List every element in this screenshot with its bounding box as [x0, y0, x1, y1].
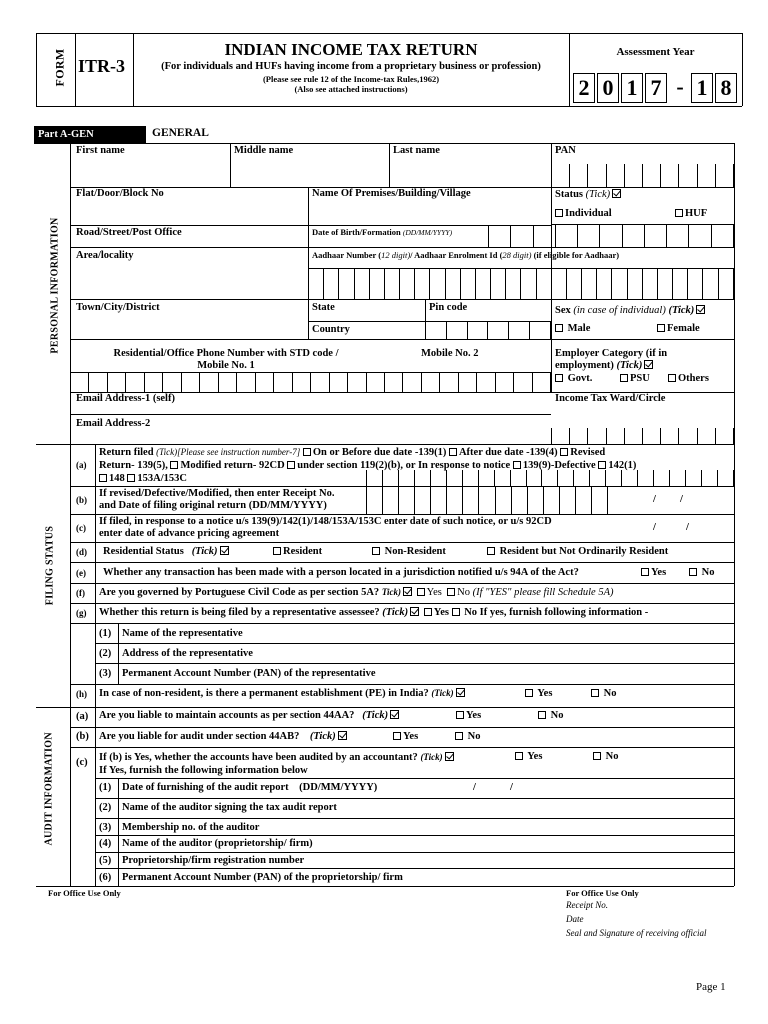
section-44aa-label: Are you liable to maintain accounts as per section 44AA?: [99, 710, 355, 721]
checkbox-icon[interactable]: [598, 461, 606, 469]
assessment-year-label: Assessment Year: [616, 46, 695, 58]
sub-num: (2): [99, 648, 112, 659]
office-use-left: For Office Use Only: [48, 888, 121, 898]
representative-no-label: No If yes, furnish following information -: [464, 607, 649, 618]
personal-information-label: PERSONAL INFORMATION: [49, 217, 61, 354]
auditor-firm-label: Name of the auditor (proprietorship/ firm): [122, 838, 313, 849]
dob-field[interactable]: [488, 225, 734, 247]
sub-num: (4): [99, 838, 112, 849]
yes-option[interactable]: [515, 751, 542, 762]
year-digit: 8: [715, 73, 737, 103]
checkbox-icon[interactable]: [657, 324, 665, 332]
row-letter: (c): [76, 757, 88, 768]
year-digit: 2: [573, 73, 595, 103]
no-option[interactable]: [591, 688, 616, 699]
yes-label: Yes: [466, 710, 482, 721]
modified-option: Modified return- 92CD: [180, 460, 285, 471]
due-date-option: On or Before due date -139(1): [312, 447, 447, 458]
firm-registration-label: Proprietorship/firm registration number: [122, 855, 305, 866]
sub-num: (1): [99, 628, 112, 639]
sex-tick-note: (Tick): [668, 305, 695, 316]
tick-icon: [696, 305, 705, 314]
tick-icon: [612, 189, 621, 198]
yes-label: Yes: [651, 567, 667, 578]
representative-name-label: Name of the representative: [122, 628, 243, 639]
employer-label-2: employment): [555, 360, 614, 371]
psu-option[interactable]: [620, 373, 650, 384]
rnor-label: Resident but Not Ordinarily Resident: [499, 546, 669, 557]
male-option[interactable]: [555, 323, 590, 334]
status-tick-note: (Tick): [585, 189, 611, 200]
date-slash: /: [653, 494, 656, 505]
aadhaar-28: 28 digit): [502, 250, 532, 260]
area-label: Area/locality: [76, 250, 134, 261]
year-digit: 0: [597, 73, 619, 103]
revised-section: Return- 139(5),: [99, 460, 168, 471]
no-label: No: [701, 567, 715, 578]
audit-a-tick-note: (Tick): [362, 710, 389, 721]
dob-label: Date of Birth/Formation: [312, 227, 401, 237]
tick-icon: [445, 752, 454, 761]
no-label: No: [550, 710, 564, 721]
checkbox-icon[interactable]: [287, 461, 295, 469]
yes-label: Yes: [527, 751, 543, 762]
checkbox-icon[interactable]: [668, 374, 676, 382]
middle-name-label: Middle name: [234, 145, 294, 156]
pe-tick-note: (Tick): [431, 688, 454, 698]
individual-option[interactable]: [555, 208, 612, 219]
huf-option[interactable]: [675, 208, 707, 219]
phone-label-2: Mobile No. 1: [197, 360, 255, 371]
dob-format: (DD/MM/YYYY): [402, 228, 453, 237]
rnor-option[interactable]: [487, 546, 668, 557]
checkbox-icon[interactable]: [641, 568, 649, 576]
checkbox-icon[interactable]: [273, 547, 281, 555]
receipt-no-label: Receipt No.: [566, 900, 608, 910]
aadhaar-enrol: / Aadhaar Enrolment Id (: [410, 250, 503, 260]
after-due-option: After due date -139(4): [458, 447, 558, 458]
form-code: ITR-3: [78, 56, 126, 76]
checkbox-icon[interactable]: [372, 547, 380, 555]
no-label: No: [457, 587, 470, 598]
audited-label: If (b) is Yes, whether the accounts have been audited by an accountant?: [99, 752, 418, 763]
defective-option: 139(9)-Defective: [522, 460, 596, 471]
membership-label: Membership no. of the auditor: [122, 822, 260, 833]
section-119-option: under section 119(2)(b), or In response to notice: [297, 460, 511, 471]
first-name-label: First name: [76, 145, 125, 156]
date-label: Date: [566, 914, 584, 924]
representative-label: Whether this return is being filed by a representative assessee?: [99, 607, 380, 618]
checkbox-icon[interactable]: [515, 752, 523, 760]
checkbox-icon[interactable]: [555, 209, 563, 217]
portuguese-label: Are you governed by Portuguese Civil Code as per section 5A?: [99, 587, 380, 598]
female-label: Female: [667, 323, 700, 334]
tick-icon: [220, 546, 229, 555]
male-label: Male: [567, 323, 591, 334]
yes-label: Yes: [403, 731, 419, 742]
rule-note: (Please see rule 12 of the Income-tax Rules,1962): [262, 74, 440, 84]
notice-142-option: 142(1): [608, 460, 637, 471]
receipt-label: If revised/Defective/Modified, then enter Receipt No.: [99, 488, 335, 499]
page-number: Page 1: [696, 981, 726, 993]
filing-status-label: FILING STATUS: [44, 525, 56, 606]
representative-pan-label: Permanent Account Number (PAN) of the representative: [122, 668, 376, 679]
section-44ab-label: Are you liable for audit under section 44AB?: [99, 731, 300, 742]
resident-label: Resident: [283, 546, 323, 557]
checkbox-icon[interactable]: [675, 209, 683, 217]
row-letter: (e): [76, 568, 86, 578]
no-option[interactable]: [538, 710, 563, 721]
checkbox-icon[interactable]: [555, 324, 563, 332]
email1-label: Email Address-1 (self): [76, 393, 175, 404]
checkbox-icon[interactable]: [170, 461, 178, 469]
row-letter: (f): [76, 588, 85, 598]
aadhaar-field[interactable]: [308, 268, 734, 299]
premises-label: Name Of Premises/Building/Village: [312, 188, 471, 199]
no-label: No: [467, 731, 481, 742]
female-option[interactable]: [657, 323, 700, 334]
checkbox-icon[interactable]: [127, 474, 135, 482]
others-option[interactable]: [668, 373, 709, 384]
checkbox-icon[interactable]: [417, 588, 425, 596]
checkbox-icon[interactable]: [456, 711, 464, 719]
ward-field[interactable]: [551, 428, 734, 444]
return-filed-note: (Tick)[Please see instruction number-7]: [156, 447, 301, 457]
date-slash: /: [686, 522, 689, 533]
phone-field[interactable]: [70, 372, 551, 392]
audit-b-tick-note: (Tick): [309, 731, 336, 742]
checkbox-icon[interactable]: [513, 461, 521, 469]
sub-num: (1): [99, 782, 112, 793]
yes-label: Yes: [537, 688, 553, 699]
year-digit: 1: [691, 73, 713, 103]
row-letter: (c): [76, 523, 86, 533]
yes-label: Yes: [433, 607, 449, 618]
individual-label: Individual: [565, 208, 612, 219]
checkbox-icon[interactable]: [303, 448, 311, 456]
checkbox-icon[interactable]: [525, 689, 533, 697]
notice-date-label: If filed, in response to a notice u/s 139(9)/142(1)/148/153A/153C enter date of such notice, or u/s 92CD: [99, 516, 552, 527]
phone-label-1: Residential/Office Phone Number with STD code /: [113, 348, 339, 359]
no-label: No: [605, 751, 619, 762]
tick-icon: [390, 710, 399, 719]
year-digit: 7: [645, 73, 667, 103]
row-letter: (b): [76, 731, 89, 742]
row-letter: (d): [76, 547, 87, 557]
aadhaar-eligible: (if eligible for Aadhaar): [531, 250, 620, 260]
no-label: No: [603, 688, 617, 699]
others-label: Others: [678, 373, 709, 384]
no-option[interactable]: [593, 751, 618, 762]
pe-label: In case of non-resident, is there a permanent establishment (PE) in India?: [99, 688, 429, 699]
notice-148-option: 148: [109, 473, 125, 484]
apa-label: enter date of advance pricing agreement: [99, 528, 280, 539]
tick-icon: [403, 587, 412, 596]
pan-label: PAN: [555, 145, 576, 156]
yes-option[interactable]: [641, 567, 666, 578]
office-use-right: For Office Use Only: [566, 888, 639, 898]
mobile2-label: Mobile No. 2: [421, 348, 479, 359]
tick-icon: [410, 607, 419, 616]
checkbox-icon[interactable]: [452, 608, 460, 616]
firm-pan-label: Permanent Account Number (PAN) of the proprietorship/ firm: [122, 872, 403, 883]
checkbox-icon[interactable]: [591, 689, 599, 697]
date-slash: /: [680, 494, 683, 505]
page-title: INDIAN INCOME TAX RETURN: [224, 40, 478, 59]
portuguese-tick-note: Tick): [381, 587, 401, 597]
sub-num: (6): [99, 872, 112, 883]
tick-icon: [456, 688, 465, 697]
sub-num: (2): [99, 802, 112, 813]
checkbox-icon[interactable]: [487, 547, 495, 555]
govt-label: Govt.: [567, 373, 593, 384]
audit-c-tick-note: (Tick): [420, 752, 443, 762]
employer-label: Employer Category (if in: [555, 348, 668, 359]
part-label: Part A-GEN: [34, 126, 146, 144]
row-letter: (g): [76, 608, 87, 618]
flat-label: Flat/Door/Block No: [76, 188, 164, 199]
year-dash: -: [676, 74, 684, 99]
state-label: State: [312, 302, 335, 313]
checkbox-icon[interactable]: [560, 448, 568, 456]
checkbox-icon[interactable]: [538, 711, 546, 719]
instructions-note: (Also see attached instructions): [294, 84, 408, 94]
checkbox-icon[interactable]: [555, 374, 563, 382]
part-title: GENERAL: [152, 127, 209, 139]
country-label: Country: [312, 324, 350, 335]
form-label: FORM: [52, 48, 67, 87]
no-option[interactable]: [455, 731, 480, 742]
pin-field[interactable]: [425, 321, 551, 339]
auditor-name-label: Name of the auditor signing the tax audit report: [122, 802, 337, 813]
date-slash: /: [653, 522, 656, 533]
employer-tick-note: (Tick): [616, 360, 643, 371]
representative-address-label: Address of the representative: [122, 648, 253, 659]
row-letter: (b): [76, 495, 87, 505]
checkbox-icon[interactable]: [455, 732, 463, 740]
email2-label: Email Address-2: [76, 418, 151, 429]
seal-label: Seal and Signature of receiving official: [566, 928, 707, 938]
row-letter: (h): [76, 689, 87, 699]
sex-note: (in case of individual): [573, 305, 666, 316]
sub-num: (5): [99, 855, 112, 866]
residential-status-label: Residential Status: [103, 546, 184, 557]
tick-icon: [644, 360, 653, 369]
section-94a-label: Whether any transaction has been made with a person located in a jurisdiction notified u/s 94A of the Act?: [103, 567, 579, 578]
representative-tick-note: (Tick): [382, 607, 409, 618]
yes-label: Yes: [426, 587, 442, 598]
audit-report-date-label: Date of furnishing of the audit report (DD/MM/YYYY): [122, 782, 378, 793]
aadhaar-12: 12 digit): [381, 250, 411, 260]
receipt-date-label: and Date of filing original return (DD/MM/YYYY): [99, 500, 327, 511]
yes-option[interactable]: [525, 688, 552, 699]
form-subtitle: (For individuals and HUFs having income from a proprietary business or profession): [161, 61, 541, 72]
receipt-field[interactable]: [366, 486, 608, 514]
ward-label: Income Tax Ward/Circle: [555, 393, 666, 404]
yes-option[interactable]: [393, 731, 418, 742]
return-filed-label: Return filed: [99, 447, 157, 458]
sub-num: (3): [99, 668, 112, 679]
non-resident-label: Non-Resident: [384, 546, 446, 557]
checkbox-icon[interactable]: [424, 608, 432, 616]
checkbox-icon[interactable]: [99, 474, 107, 482]
sex-label: Sex: [555, 305, 571, 316]
date-slash: /: [473, 782, 476, 793]
checkbox-icon[interactable]: [689, 568, 697, 576]
psu-label: PSU: [630, 373, 650, 384]
tick-icon: [338, 731, 347, 740]
year-digit: 1: [621, 73, 643, 103]
row-letter: (a): [76, 711, 89, 722]
road-label: Road/Street/Post Office: [76, 227, 182, 238]
schedule-5a-note: (If "YES" please fill Schedule 5A): [472, 587, 614, 598]
no-option[interactable]: [689, 567, 714, 578]
checkbox-icon[interactable]: [449, 448, 457, 456]
checkbox-icon[interactable]: [620, 374, 628, 382]
aadhaar-label: Aadhaar Number (: [312, 250, 382, 260]
checkbox-icon[interactable]: [447, 588, 455, 596]
sub-num: (3): [99, 822, 112, 833]
resident-option[interactable]: [273, 546, 322, 557]
checkbox-icon[interactable]: [393, 732, 401, 740]
row-letter: (a): [76, 460, 87, 470]
pin-label: Pin code: [429, 302, 468, 313]
last-name-label: Last name: [393, 145, 440, 156]
yes-option[interactable]: [456, 710, 481, 721]
town-label: Town/City/District: [76, 302, 160, 313]
date-slash: /: [510, 782, 513, 793]
return-filed-cells[interactable]: [366, 470, 734, 486]
checkbox-icon[interactable]: [593, 752, 601, 760]
revised-option: Revised: [570, 447, 606, 458]
notice-153-option: 153A/153C: [137, 473, 187, 484]
pan-field[interactable]: [551, 164, 734, 187]
huf-label: HUF: [685, 208, 708, 219]
audit-information-label: AUDIT INFORMATION: [43, 732, 55, 846]
status-label: Status: [555, 189, 584, 200]
phone-label: [76, 348, 376, 372]
non-resident-option[interactable]: [372, 546, 446, 557]
residential-tick-note: (Tick): [191, 546, 218, 557]
govt-option[interactable]: [555, 373, 592, 384]
audit-furnish-label: If Yes, furnish the following information below: [99, 765, 308, 776]
